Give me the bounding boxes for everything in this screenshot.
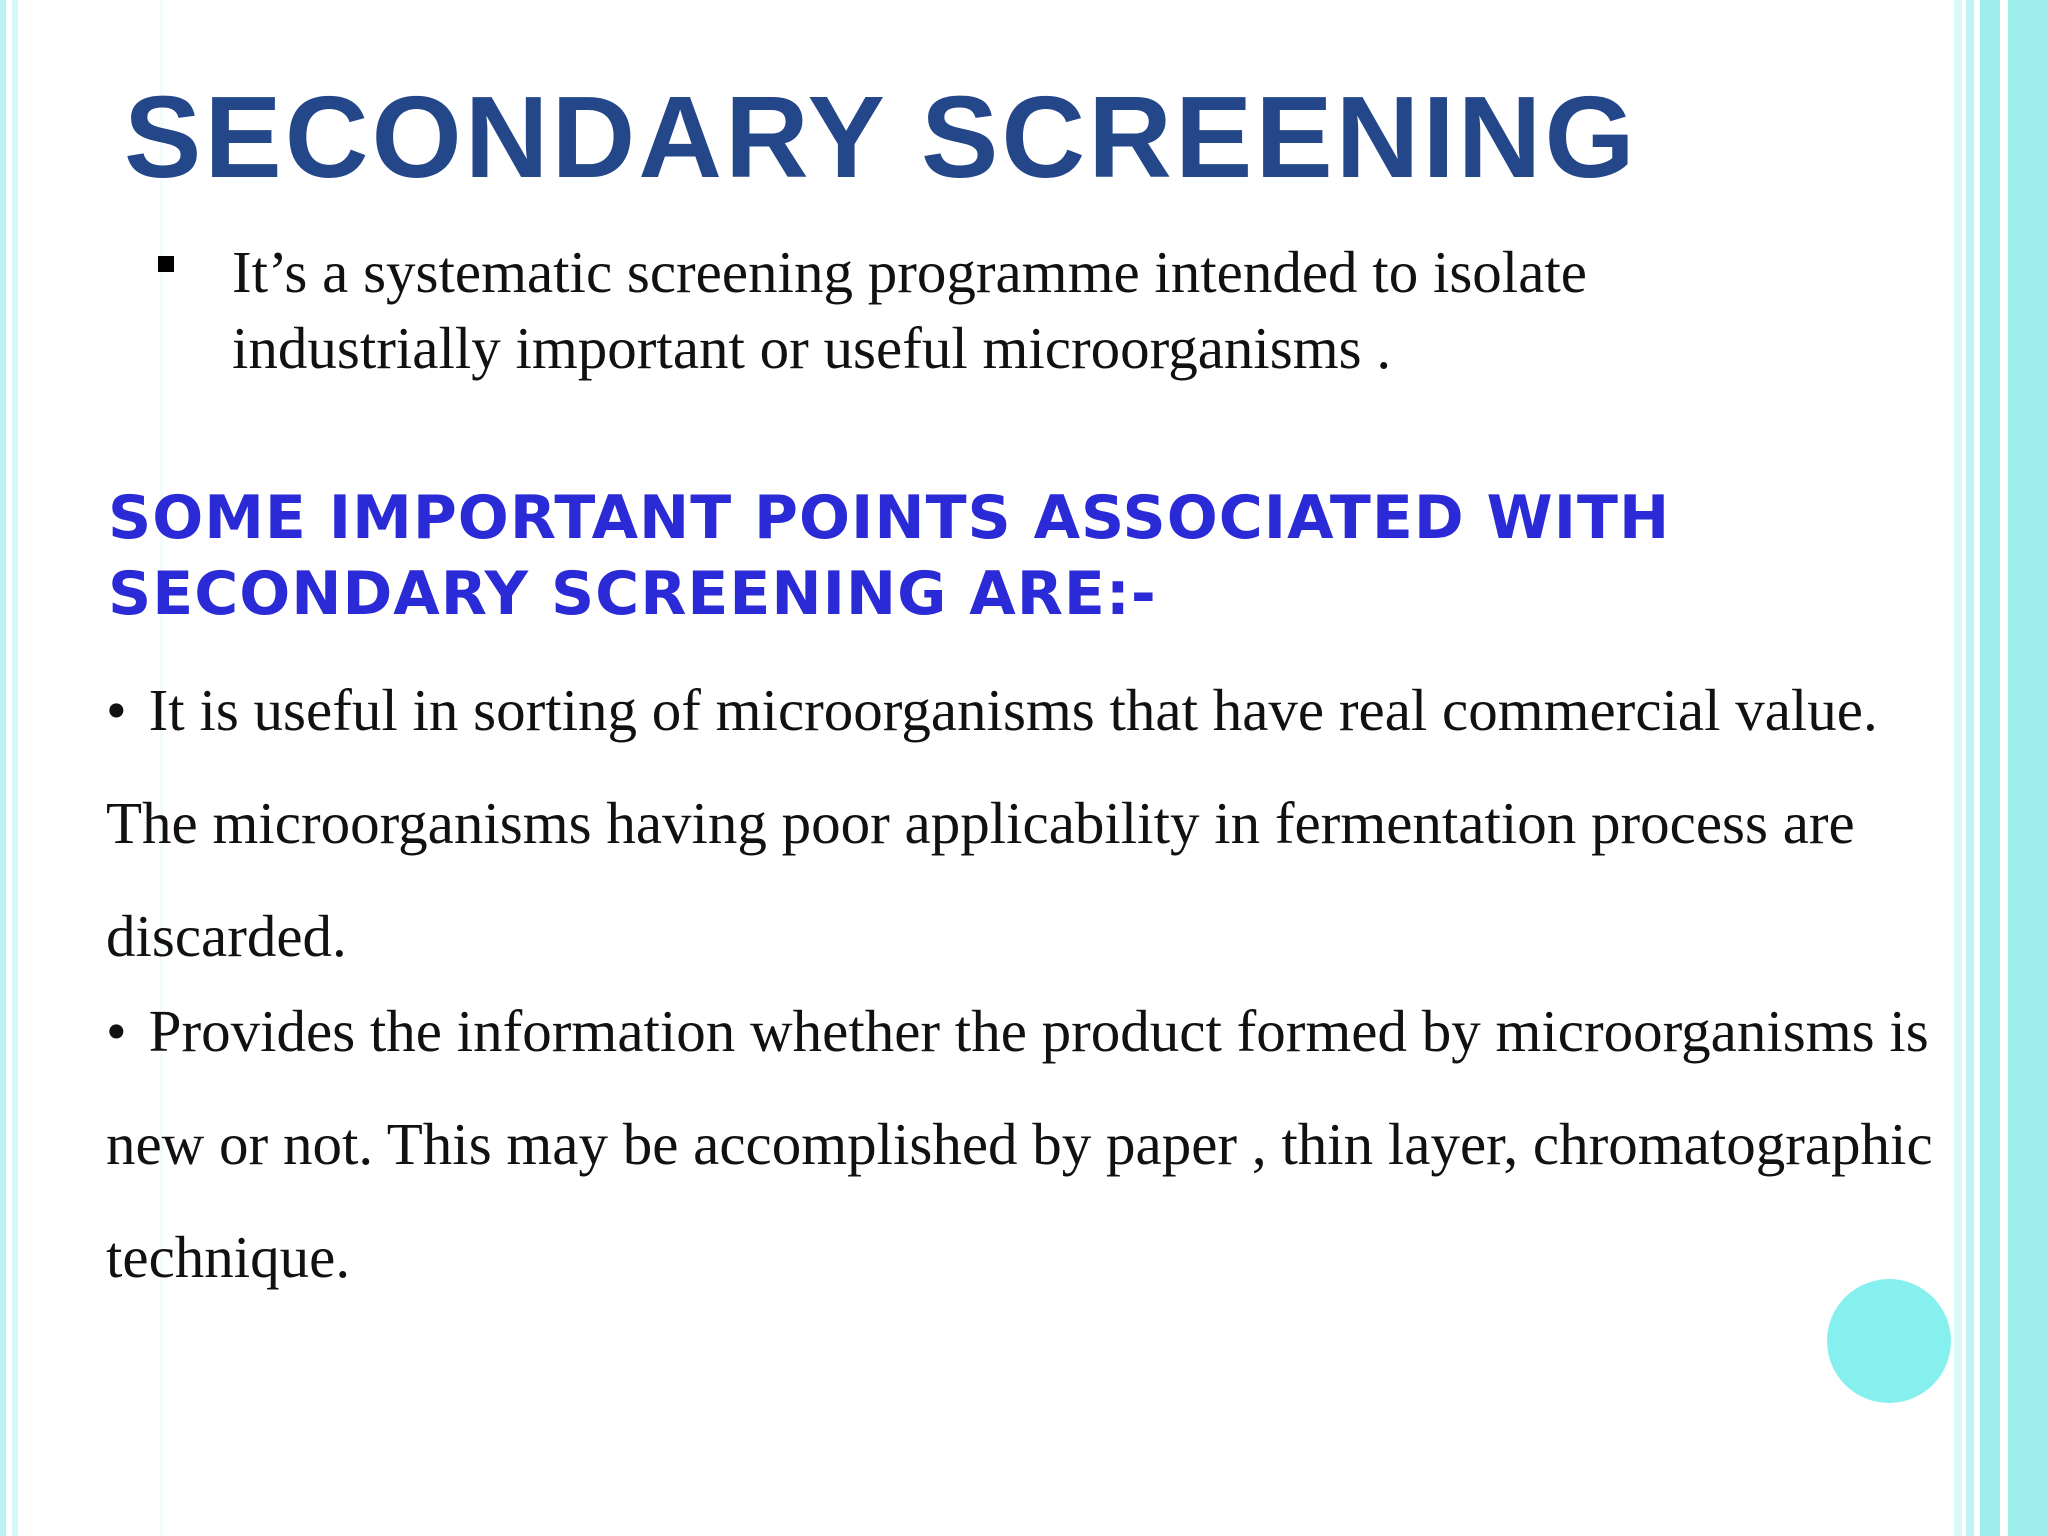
left-frame-line bbox=[12, 0, 18, 1536]
point-item bbox=[106, 654, 1966, 993]
bullet-dot: • bbox=[106, 677, 127, 743]
points-list bbox=[106, 654, 1966, 1314]
section-subheading: SOME IMPORTANT POINTS ASSOCIATED WITH SECONDARY SCREENING ARE:- bbox=[108, 483, 1671, 629]
left-frame-line bbox=[0, 0, 6, 1536]
bullet-dot: • bbox=[106, 998, 127, 1064]
point-text: Provides the information whether the product formed by microorganisms is new or not. This may be accomplished by paper , thin layer, chromatographic technique. bbox=[106, 998, 1933, 1290]
intro-text: It’s a systematic screening programme intended to isolate industrially important or useful microorganisms . bbox=[232, 239, 1587, 381]
intro-bullet bbox=[158, 234, 1718, 386]
square-bullet-icon bbox=[158, 256, 174, 272]
right-frame-band bbox=[1962, 0, 2048, 1536]
point-item bbox=[106, 975, 1966, 1314]
point-text: It is useful in sorting of microorganisms that have real commercial value. The microorganisms having poor applicability in fermentation process are discarded. bbox=[106, 677, 1878, 969]
slide-title: SECONDARY SCREENING bbox=[124, 72, 1638, 202]
